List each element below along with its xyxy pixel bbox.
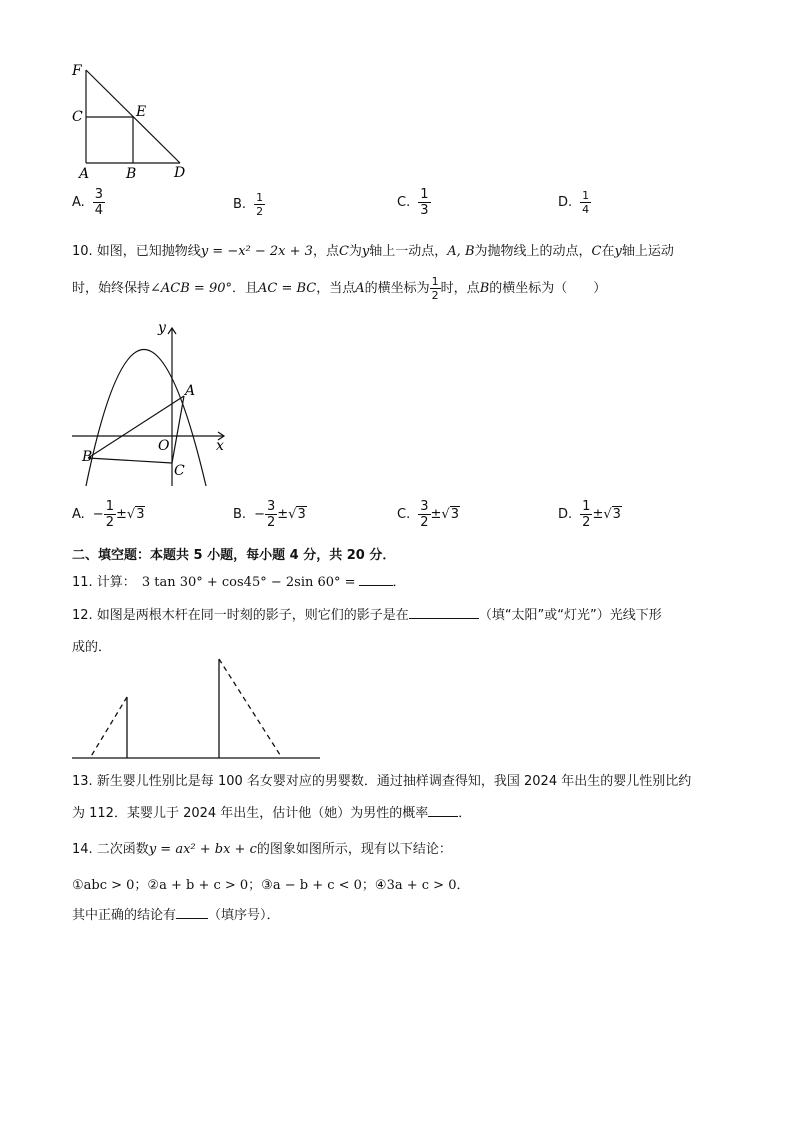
q14-line2: ①abc > 0；②a + b + c > 0；③a − b + c < 0；④3a + c > 0．	[72, 878, 470, 893]
q12-line1: 12. 如图是两根木杆在同一时刻的影子，则它们的影子是在 （填“太阳”或“灯光”）光线下形	[72, 608, 662, 623]
label-B: B	[126, 166, 137, 182]
q11-answer-blank	[359, 573, 393, 586]
label-B: B	[82, 449, 93, 465]
q9-option-b: B. $\frac{1}{2}$	[233, 191, 264, 218]
label-E: E	[136, 104, 147, 120]
label-F: F	[72, 63, 82, 79]
segment-BA	[88, 396, 184, 458]
label-O: O	[158, 438, 170, 454]
label-D: D	[174, 165, 186, 181]
q10-line1: 10. 如图，已知抛物线y = −x² − 2x + 3，点C为y轴上一动点，A, B为抛物线上的动点，C在y轴上运动	[72, 244, 674, 259]
q9-option-a: A. $\frac{3}{4}$	[72, 187, 104, 218]
q10-line2: 时，始终保持∠ACB = 90°．且AC = BC，当点A的横坐标为 $\frac{1}{2}$ 时，点B的横坐标为（ ）	[72, 275, 607, 302]
label-x: x	[216, 438, 224, 454]
tall-pole-shadow-ray	[219, 659, 282, 758]
q10-option-b: B. − $\frac{3}{2}$ ±√3	[233, 499, 306, 530]
segment-AC	[172, 396, 184, 463]
figure-q12-shadows	[70, 656, 322, 762]
q9-option-c: C. $\frac{1}{3}$	[397, 187, 429, 218]
q10-option-c: C. $\frac{3}{2}$ ±√3	[397, 499, 459, 530]
q9-option-d: D. $\frac{1}{4}$	[558, 189, 590, 216]
figure-q9-triangle	[66, 58, 206, 184]
q11: 11. 计算： 3 tan 30° + cos45° − 2sin 60° = ．	[72, 575, 406, 590]
q10-option-a: A. − $\frac{1}{2}$ ±√3	[72, 499, 145, 530]
label-C: C	[174, 463, 185, 479]
short-pole-shadow-ray	[90, 697, 127, 758]
segment-BC	[88, 458, 172, 463]
q13-answer-blank	[428, 804, 458, 817]
q10-option-d: D. $\frac{1}{2}$ ±√3	[558, 499, 621, 530]
q13-line2: 为 112．某婴儿于 2024 年出生，估计他（她）为男性的概率 ．	[72, 806, 472, 821]
label-A: A	[185, 383, 196, 399]
section-2-heading: 二、填空题：本题共 5 小题，每小题 4 分，共 20 分．	[72, 548, 396, 563]
figure-q10-parabola	[66, 318, 236, 490]
label-y: y	[158, 320, 166, 336]
label-C: C	[72, 109, 83, 125]
q12-line2: 成的．	[72, 640, 112, 655]
parabola-curve	[86, 350, 206, 487]
q12-answer-blank	[409, 606, 479, 619]
q14-answer-blank	[176, 906, 208, 919]
label-A: A	[79, 166, 90, 182]
q13-line1: 13. 新生婴儿性别比是每 100 名女婴对应的男婴数．通过抽样调查得知，我国 2024 年出生的婴儿性别比约	[72, 774, 692, 789]
q14-line1: 14. 二次函数y = ax² + bx + c的图象如图所示，现有以下结论：	[72, 842, 452, 857]
q14-line3: 其中正确的结论有 （填序号）．	[72, 908, 280, 923]
